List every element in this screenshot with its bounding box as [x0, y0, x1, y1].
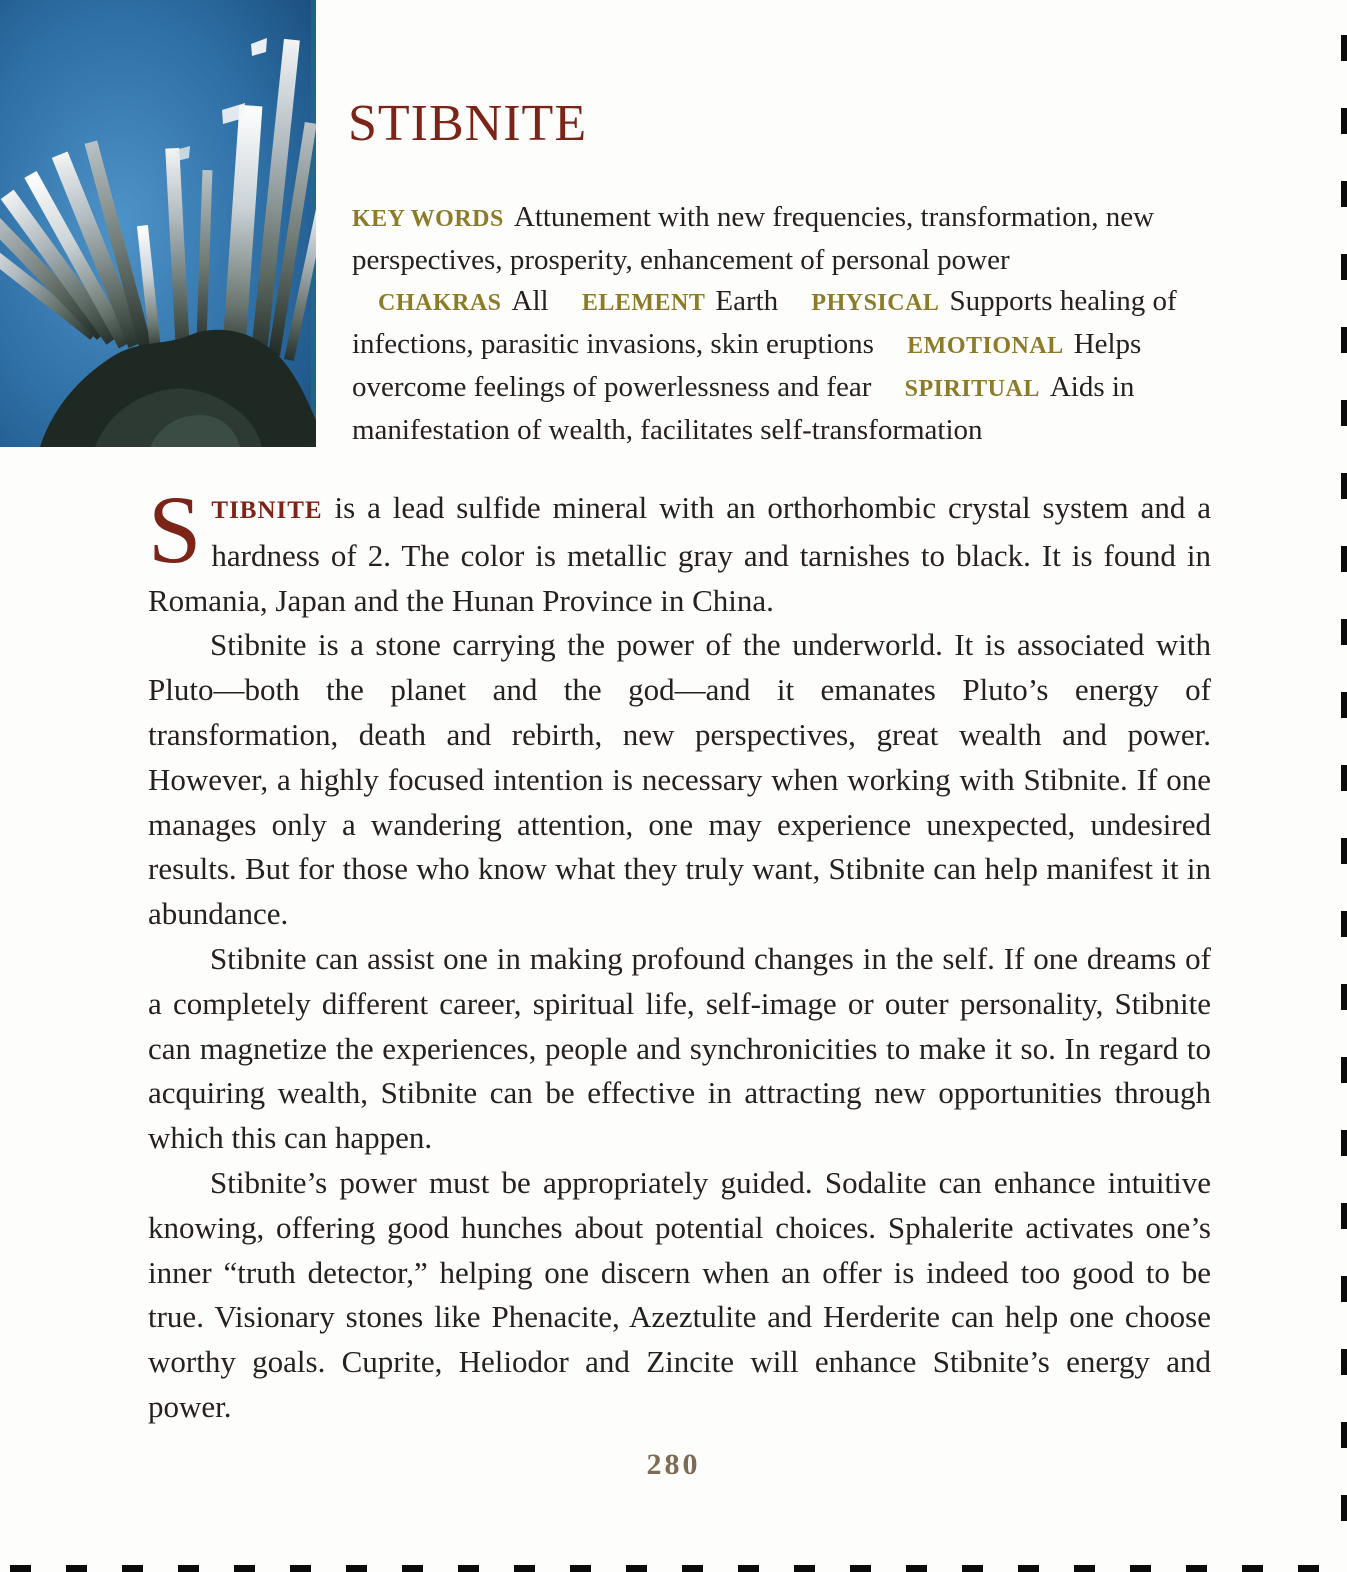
property-text: Attunement with new frequencies, transformation, new perspectives, prosperity, enhancement of personal power [352, 201, 1155, 276]
registration-mark-bottom [514, 1565, 535, 1572]
registration-mark-right [1341, 1276, 1347, 1302]
property-label: CHAKRAS [378, 290, 502, 316]
property-label: PHYSICAL [811, 290, 940, 316]
registration-mark-bottom [570, 1565, 591, 1572]
body-text [148, 476, 1211, 1430]
property-text: Supports healing of infections, parasitic invasions, skin eruptions [352, 285, 1177, 360]
registration-mark-right [1341, 1130, 1347, 1156]
paragraph: Stibnite’s power must be appropriately guided. Sodalite can enhance intuitive knowing, offering good hunches about potential choices. Sphalerite activates one’s inner “truth detector,” helping one discern when an offer is indeed too good to be true. Visionary stones like Phenacite, Azeztulite and Herderite can help one choose worthy goals. Cuprite, Heliodor and Zincite will enhance Stibnite’s energy and power. [148, 1164, 1211, 1424]
registration-mark-bottom [682, 1565, 703, 1572]
registration-mark-bottom [346, 1565, 367, 1572]
registration-mark-bottom [1074, 1565, 1095, 1572]
registration-mark-bottom [122, 1565, 143, 1572]
registration-mark-bottom [10, 1565, 31, 1572]
property-text: Aids in manifestation of wealth, facilitates self-transformation [352, 371, 1135, 446]
registration-mark-right [1341, 765, 1347, 791]
registration-mark-bottom [962, 1565, 983, 1572]
property-label: SPIRITUAL [904, 376, 1040, 402]
paragraph-intro-text: is a lead sulfide mineral with an orthorhombic crystal system and a hardness of 2. The color is metallic gray and tarnishes to black. It is found in Romania, Japan and the Hunan Province in China. [148, 490, 1211, 618]
key-properties-block [352, 197, 1210, 451]
stibnite-photo [0, 0, 316, 447]
registration-mark-right [1341, 181, 1347, 207]
property-label: EMOTIONAL [907, 333, 1064, 359]
registration-mark-right [1341, 619, 1347, 645]
registration-mark-bottom [794, 1565, 815, 1572]
registration-mark-right [1341, 692, 1347, 718]
registration-mark-right [1341, 911, 1347, 937]
registration-mark-bottom [290, 1565, 311, 1572]
registration-mark-bottom [1242, 1565, 1263, 1572]
registration-mark-bottom [66, 1565, 87, 1572]
property-text: Helps overcome feelings of powerlessness and fear [352, 328, 1142, 403]
registration-mark-right [1341, 108, 1347, 134]
registration-mark-bottom [738, 1565, 759, 1572]
registration-mark-right [1341, 1422, 1347, 1448]
registration-mark-right [1341, 1203, 1347, 1229]
registration-mark-right [1341, 546, 1347, 572]
registration-mark-right [1341, 1057, 1347, 1083]
registration-mark-bottom [1018, 1565, 1039, 1572]
registration-mark-right [1341, 984, 1347, 1010]
lead-small-caps: TIBNITE [211, 497, 323, 524]
property-text: Earth [715, 285, 779, 317]
paragraph-intro [148, 476, 1211, 623]
registration-mark-bottom [1186, 1565, 1207, 1572]
property-key-words [352, 201, 1154, 276]
registration-mark-bottom [402, 1565, 423, 1572]
registration-mark-bottom [234, 1565, 255, 1572]
registration-mark-bottom [458, 1565, 479, 1572]
property-text: All [511, 285, 549, 317]
paragraph: Stibnite can assist one in making profound changes in the self. If one dreams of a completely different career, spiritual life, self-image or outer personality, Stibnite can magnetize the experiences, people and synchronicities to make it so. In regard to acquiring wealth, Stibnite can be effective in attracting new opportunities through which this can happen. [148, 940, 1211, 1156]
property-label: ELEMENT [581, 290, 706, 316]
page-title: STIBNITE [348, 95, 588, 152]
registration-mark-bottom [850, 1565, 871, 1572]
drop-cap: S [148, 476, 202, 583]
registration-mark-bottom [1298, 1565, 1319, 1572]
registration-mark-bottom [906, 1565, 927, 1572]
registration-mark-right [1341, 254, 1347, 280]
property-label: KEY WORDS [352, 206, 504, 232]
registration-mark-bottom [1130, 1565, 1151, 1572]
registration-mark-bottom [178, 1565, 199, 1572]
registration-mark-right [1341, 1349, 1347, 1375]
registration-mark-right [1341, 838, 1347, 864]
stibnite-crystal-illustration [0, 0, 316, 447]
property-chakras [358, 285, 549, 317]
registration-mark-right [1341, 1495, 1347, 1521]
registration-mark-right [1341, 400, 1347, 426]
paragraph: Stibnite is a stone carrying the power of the underworld. It is associated with Pluto—both the planet and the god—and it emanates Pluto’s energy of transformation, death and rebirth, new perspectives, great wealth and power. However, a highly focused intention is necessary when working with Stibnite. If one manages only a wandering attention, one may experience unexpected, undesired results. But for those who know what they truly want, Stibnite can help manifest it in abundance. [148, 627, 1211, 932]
property-element [562, 285, 778, 317]
registration-mark-right [1341, 35, 1347, 61]
registration-mark-right [1341, 473, 1347, 499]
registration-mark-bottom [626, 1565, 647, 1572]
page-number: 280 [646, 1448, 701, 1481]
registration-mark-right [1341, 327, 1347, 353]
